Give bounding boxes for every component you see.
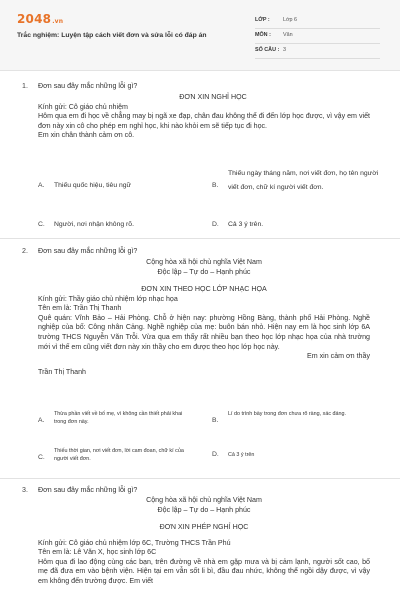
- question-number: 1.: [22, 82, 28, 90]
- option-text: Cả 3 ý trên: [228, 452, 255, 458]
- logo-domain: .vn: [52, 18, 64, 25]
- option-text: Thiếu quốc hiệu, tiêu ngữ: [54, 182, 132, 189]
- meta-class: [255, 14, 380, 29]
- meta-class-key: LỚP :: [255, 17, 270, 23]
- option-label: D.: [212, 451, 219, 458]
- option-text: Thiếu thời gian, nơi viết đơn, lời cam đoan, chữ kí của người viết đơn.: [54, 448, 184, 463]
- option-text: Cả 3 ý trên.: [228, 221, 264, 228]
- option-label: C.: [38, 454, 45, 461]
- letter-line: Kính gửi: Cô giáo chủ nhiệm lớp 6C, Trường THCS Trần Phú: [38, 538, 231, 547]
- letter-line: Em xin chân thành cảm ơn cô.: [38, 131, 135, 140]
- meta-class-value: Lớp 6: [283, 17, 298, 23]
- option-text: Thừa phần viết về bố mẹ, vì không cần thiết phải khai trong đơn này.: [54, 411, 183, 426]
- option-label: B.: [212, 417, 219, 424]
- letter-line: Hôm qua đi lao động cùng các bạn, trên đường về nhà em gặp mưa và bị cảm lạnh, người sốt cao, bố mẹ đã đưa em vào bệnh viện. Hiện tại em vẫn sốt li bì, đầu đau nhức, không thể ngồi dậy được, vì vậy em không đến trường được. Em viết: [38, 557, 370, 585]
- meta-subject: [255, 29, 380, 44]
- question-prompt: Đơn sau đây mắc những lỗi gì?: [38, 486, 138, 494]
- letter-national-title: Cộng hòa xã hội chủ nghĩa Việt Nam: [146, 258, 262, 266]
- site-logo[interactable]: [17, 12, 63, 26]
- letter-line: Tên em là: Lê Văn X, học sinh lớp 6C: [38, 548, 157, 557]
- meta-subject-value: Văn: [283, 32, 293, 38]
- letter-closing: Em xin cảm ơn thầy: [307, 352, 370, 361]
- letter-line: Hôm qua em đi học về chẳng may bị ngã xe đạp, chân đau không thể đi đến lớp học được, vì vậy em viết đơn này xin cô cho phép em nghỉ học, khi nào khỏi em sẽ tiếp tục đi học.: [38, 112, 370, 130]
- quiz-meta: [255, 14, 380, 59]
- letter-heading: ĐƠN XIN NGHỈ HỌC: [179, 93, 247, 101]
- logo-text: 2048: [17, 12, 52, 26]
- option-label: B.: [212, 182, 219, 189]
- letter-heading: ĐƠN XIN THEO HỌC LỚP NHẠC HỌA: [141, 285, 267, 294]
- letter-line: Kính gửi: Thầy giáo chủ nhiệm lớp nhạc họa: [38, 294, 178, 303]
- meta-count-value: 3: [283, 47, 286, 53]
- option-text: Lí do trình bày trong đơn chưa rõ ràng, xác đáng.: [228, 411, 347, 417]
- meta-count: [255, 44, 380, 59]
- divider: [0, 478, 400, 479]
- option-label: C.: [38, 221, 45, 228]
- letter-line: Kính gửi: Cô giáo chủ nhiệm: [38, 102, 128, 111]
- option-label: D.: [212, 221, 219, 228]
- page-header: [0, 0, 400, 71]
- meta-count-key: SỐ CÂU :: [255, 47, 280, 53]
- letter-line: Quê quán: Vĩnh Bảo – Hải Phòng. Chỗ ở hiện nay: phường Hồng Bàng, thành phố Hải Phòng. Nghề nghiệp của bố: Công nhân Cảng. Nghề nghiệp của mẹ: buôn bán nhỏ. Hiện nay em là học sinh lớp 6A trường THCS Nguyễn Văn Trỗi. Vừa qua em thấy rất nhiều bạn theo học lớp nhạc họa của nhà trường mới vì thế em cũng viết đơn này xin thầy cho em được theo học lớp học này.: [38, 313, 370, 351]
- option-text: Người, nơi nhận không rõ.: [54, 221, 134, 228]
- letter-motto: Độc lập – Tự do – Hạnh phúc: [157, 505, 251, 514]
- question-number: 2.: [22, 247, 28, 255]
- letter-national-title: Cộng hòa xã hội chủ nghĩa Việt Nam: [146, 496, 262, 504]
- question-number: 3.: [22, 486, 28, 494]
- letter-signature: Trần Thị Thanh: [38, 367, 86, 376]
- question-body: [38, 258, 370, 377]
- letter-heading: ĐƠN XIN PHÉP NGHỈ HỌC: [159, 523, 249, 532]
- question-body: [38, 93, 370, 141]
- question-prompt: Đơn sau đây mắc những lỗi gì?: [38, 247, 138, 255]
- question-body: [38, 496, 370, 587]
- meta-subject-key: MÔN :: [255, 32, 271, 38]
- option-text: Thiếu ngày tháng năm, nơi viết đơn, họ tên người viết đơn, chữ kí người viết đơn.: [228, 170, 379, 191]
- page-title: Trắc nghiệm: Luyện tập cách viết đơn và sửa lỗi có đáp án: [17, 32, 207, 39]
- divider: [0, 238, 400, 239]
- option-label: A.: [38, 182, 45, 189]
- question-prompt: Đơn sau đây mắc những lỗi gì?: [38, 82, 138, 90]
- letter-line: Tên em là: Trần Thị Thanh: [38, 304, 122, 313]
- option-label: A.: [38, 417, 45, 424]
- letter-motto: Độc lập – Tự do – Hạnh phúc: [157, 267, 251, 276]
